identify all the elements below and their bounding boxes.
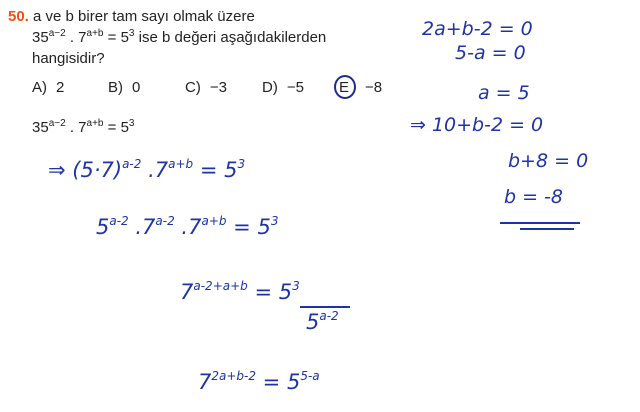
eq-dot: . 7 xyxy=(65,29,87,46)
option-b: B) 0 xyxy=(108,79,141,96)
hw-right-line-2: 5-a = 0 xyxy=(455,42,526,64)
hw-answer-underline xyxy=(500,222,580,224)
eq-exp-2: a+b xyxy=(86,28,104,39)
question-text-3: hangisidir? xyxy=(32,50,105,67)
question-text-2: ise b değeri aşağıdakilerden xyxy=(134,29,327,46)
eq-base: 35 xyxy=(32,29,49,46)
hw-left-line-1: ⇒ $(5\cdot 7)^{a-2}$ $.7^{a+b} = 5^3$ xyxy=(48,157,246,182)
option-e: E −8 xyxy=(339,79,383,96)
eq-exp-1: a−2 xyxy=(48,28,66,39)
hw-right-line-5: b+8 = 0 xyxy=(508,150,589,172)
question-line-3 xyxy=(32,49,105,68)
option-a: A) 2 xyxy=(32,79,65,96)
hw-left-line-4: $7^{2a+b-2} = 5^{5-a}$ xyxy=(198,369,320,394)
hw-left-line-2: 5$^{a-2}$ .7$^{a-2}$ $.7^{a+b} = 5^3$ xyxy=(96,214,279,239)
hw-right-line-6: b = -8 xyxy=(504,186,564,208)
option-d: D) −5 xyxy=(262,79,304,96)
hw-fraction-line xyxy=(300,306,350,308)
question-line-2 xyxy=(32,28,326,47)
question-number: 50. xyxy=(8,8,29,25)
hw-fraction-denominator: 5$^{a-2}$ xyxy=(306,309,339,334)
restated-equation: $35^{a-2}$ . $7^{a+b} = 5^3$ xyxy=(32,118,135,136)
hw-left-line-3: $7^{a-2+a+b} = 5^3$ xyxy=(180,279,300,304)
question-line-1 xyxy=(8,7,255,26)
hw-right-line-1: 2a+b-2 = 0 xyxy=(422,18,533,40)
hw-right-line-3: a = 5 xyxy=(478,82,530,104)
hw-right-line-4: ⇒ 10+b-2 = 0 xyxy=(410,114,544,136)
eq-equals: = 5 xyxy=(103,29,129,46)
eq-exp-3: 3 xyxy=(128,28,135,39)
option-c: C) −3 xyxy=(185,79,227,96)
hw-answer-underline-2 xyxy=(520,228,574,230)
question-text-1: a ve b birer tam sayı olmak üzere xyxy=(33,8,255,25)
